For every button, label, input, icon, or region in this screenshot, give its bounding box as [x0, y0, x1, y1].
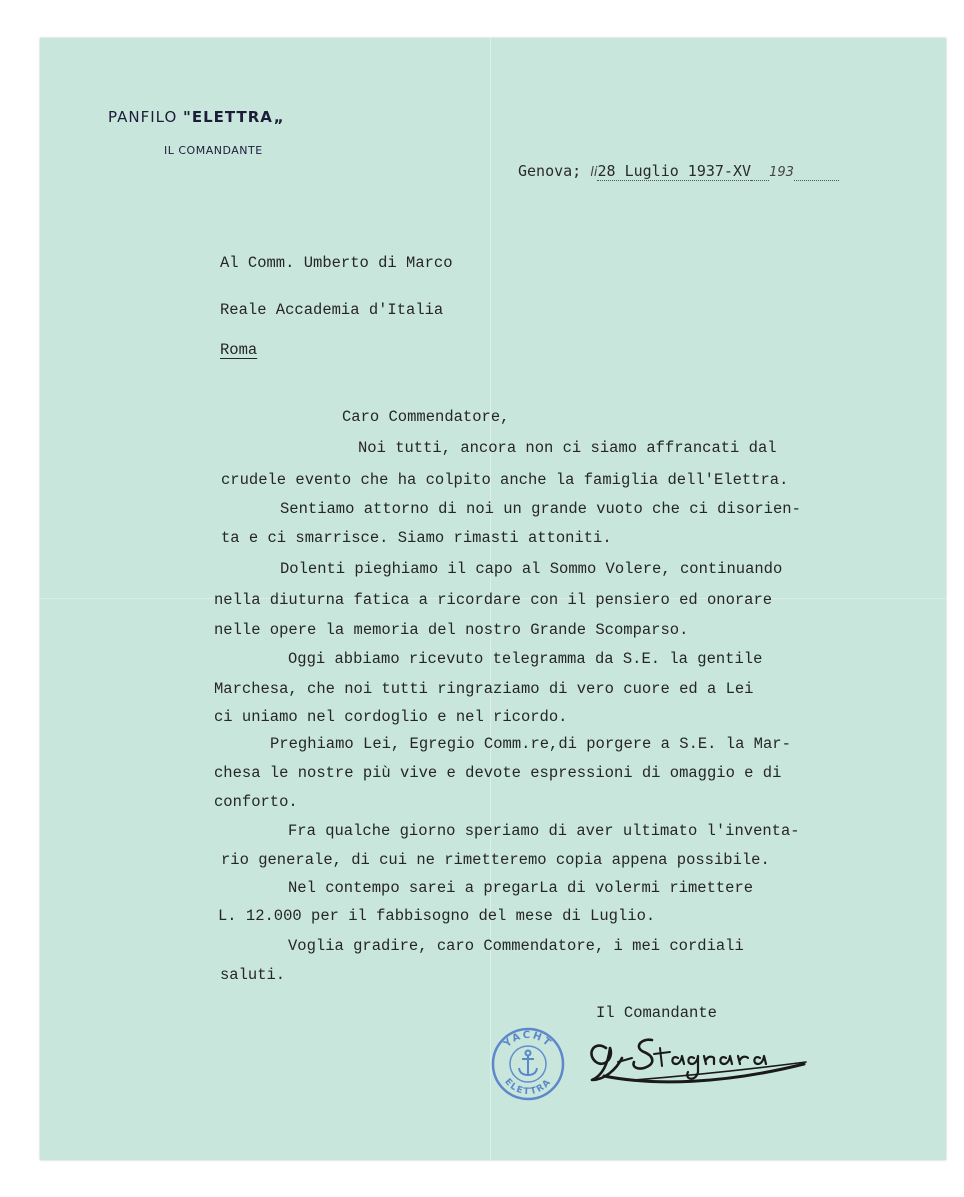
body-line: ta e ci smarrisce. Siamo rimasti attoniti.	[221, 529, 612, 547]
body-line: chesa le nostre più vive e devote espressioni di omaggio e di	[214, 764, 782, 782]
body-line: Dolenti pieghiamo il capo al Sommo Volere, continuando	[280, 560, 783, 578]
dateline-year-preprint: 193	[769, 165, 794, 180]
svg-text:YACHT: YACHT	[501, 1029, 554, 1050]
anchor-icon	[519, 1051, 537, 1076]
body-line: Marchesa, che noi tutti ringraziamo di vero cuore ed a Lei	[214, 680, 754, 698]
recipient-line-3: Roma	[220, 341, 258, 359]
dateline	[518, 162, 839, 181]
body-line: crudele evento che ha colpito anche la famiglia dell'Elettra.	[221, 471, 789, 489]
body-line: Preghiamo Lei, Egregio Comm.re,di porgere a S.E. la Mar-	[270, 735, 791, 753]
salutation: Caro Commendatore,	[342, 408, 510, 426]
recipient-line-2: Reale Accademia d'Italia	[220, 301, 444, 319]
body-line: conforto.	[214, 793, 298, 811]
dateline-place: Genova;	[518, 162, 582, 180]
body-line: nelle opere la memoria del nostro Grande Scomparso.	[214, 621, 689, 639]
dateline-date: 28 Luglio 1937-XV	[597, 162, 752, 180]
closing-title: Il Comandante	[596, 1004, 717, 1022]
body-line: Noi tutti, ancora non ci siamo affrancati dal	[358, 439, 777, 457]
body-line: ci uniamo nel cordoglio e nel ricordo.	[214, 708, 568, 726]
letterhead-subtitle: IL COMANDANTE	[164, 144, 263, 157]
letterhead-title-prefix: PANFILO	[108, 108, 184, 126]
body-line: Voglia gradire, caro Commendatore, i mei cordiali	[288, 937, 744, 955]
body-line: Nel contempo sarei a pregarLa di volermi rimettere	[288, 879, 754, 897]
body-line: Fra qualche giorno speriamo di aver ultimato l'inventa-	[288, 822, 800, 840]
dateline-prefix: li	[590, 165, 598, 180]
yacht-stamp-seal	[490, 1026, 566, 1102]
body-line: nella diuturna fatica a ricordare con il pensiero ed onorare	[214, 591, 773, 609]
body-line: rio generale, di cui ne rimetteremo copia appena possibile.	[221, 851, 770, 869]
handwritten-signature	[574, 1018, 814, 1088]
body-line: Sentiamo attorno di noi un grande vuoto che ci disorien-	[280, 500, 801, 518]
body-line: L. 12.000 per il fabbisogno del mese di Luglio.	[218, 907, 656, 925]
body-line: saluti.	[220, 966, 286, 984]
svg-text:ELETTRA: ELETTRA	[502, 1077, 554, 1098]
recipient-line-1: Al Comm. Umberto di Marco	[220, 254, 453, 272]
body-line: Oggi abbiamo ricevuto telegramma da S.E. la gentile	[288, 650, 763, 668]
letter-page	[40, 38, 946, 1160]
letterhead-title	[108, 108, 285, 126]
letterhead-yacht-name: "ELETTRA„	[183, 108, 285, 126]
